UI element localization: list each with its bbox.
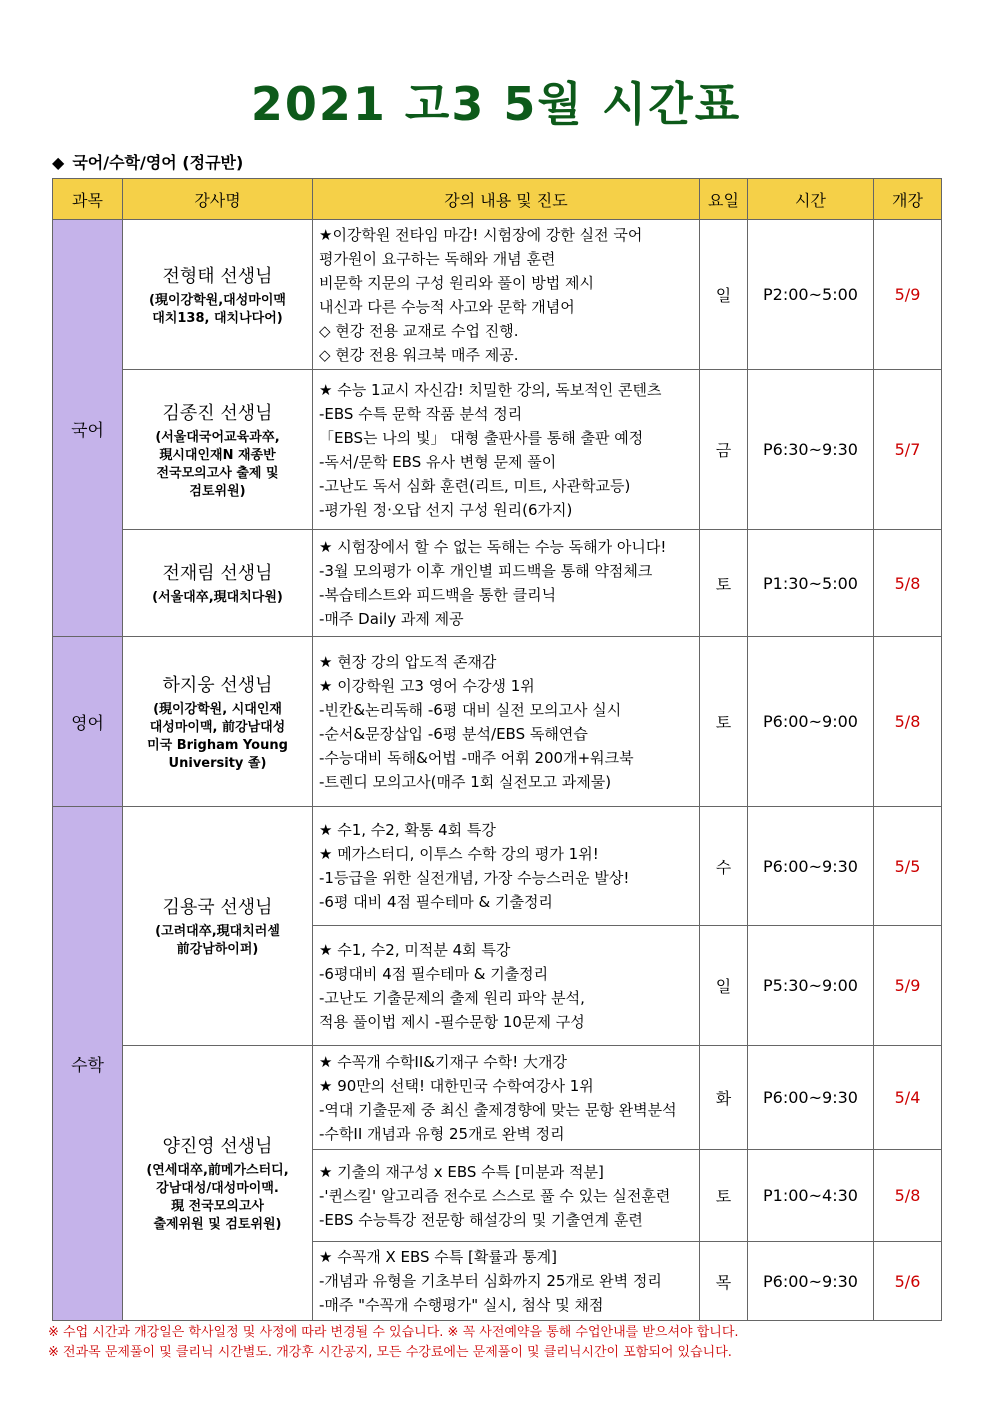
- content-line: -수능대비 독해&어법 -매주 어휘 200개+워크북: [319, 748, 634, 767]
- day-cell: 일: [700, 220, 748, 370]
- content-line: -EBS 수능특강 전문항 해설강의 및 기출연계 훈련: [319, 1210, 643, 1229]
- content-line: ★ 이강학원 고3 영어 수강생 1위: [319, 676, 535, 695]
- course-content: [313, 370, 700, 530]
- day-cell: 금: [700, 370, 748, 530]
- content-line: -1등급을 위한 실전개념, 가장 수능스러운 발상!: [319, 869, 630, 887]
- header-subject: 과목: [53, 179, 123, 220]
- table-row: [53, 220, 942, 370]
- teacher-info: (現이강학원, 시대인재: [153, 701, 282, 717]
- teacher-name: 양진영 선생님: [162, 1136, 273, 1157]
- header-teacher: 강사명: [123, 179, 313, 220]
- content-line: 적용 풀이법 제시 -필수문항 10문제 구성: [319, 1012, 585, 1031]
- open-date-cell: 5/8: [874, 637, 942, 807]
- time-cell: P5:30~9:00: [748, 926, 874, 1046]
- content-line: ★ 수능 1교시 자신감! 치밀한 강의, 독보적인 콘텐츠: [319, 380, 662, 399]
- teacher-cell: [123, 1046, 313, 1321]
- content-line: -매주 Daily 과제 제공: [319, 610, 464, 628]
- content-line: 「EBS는 나의 빛」 대형 출판사를 통해 출판 예정: [319, 428, 644, 447]
- section-heading: [52, 150, 243, 173]
- section-label: 국어/수학/영어 (정규반): [72, 153, 244, 172]
- teacher-cell: [123, 220, 313, 370]
- teacher-info: 現시대인재N 재종반: [159, 447, 276, 463]
- open-date-cell: 5/5: [874, 807, 942, 926]
- open-date-cell: 5/8: [874, 1150, 942, 1242]
- content-line: -6평대비 4점 필수테마 & 기출정리: [319, 964, 549, 983]
- teacher-info: University 졸): [168, 755, 267, 771]
- content-line: ★이강학원 전타임 마감! 시험장에 강한 실전 국어: [319, 225, 643, 244]
- teacher-info: (고려대卒,現대치러셀: [155, 924, 280, 939]
- content-line: ◇ 현강 전용 워크북 매주 제공.: [319, 345, 519, 364]
- teacher-info: (연세대卒,前메가스터디,: [146, 1163, 289, 1178]
- content-line: ◇ 현강 전용 교재로 수업 진행.: [319, 321, 519, 340]
- course-content: [313, 220, 700, 370]
- footnote: ※ 수업 시간과 개강일은 학사일정 및 사정에 따라 변경될 수 있습니다. ※ 꼭 사전예약을 통해 수업안내를 받으셔야 합니다.: [48, 1325, 739, 1340]
- time-cell: P6:00~9:00: [748, 637, 874, 807]
- time-cell: P6:00~9:30: [748, 1046, 874, 1150]
- footnote: ※ 전과목 문제풀이 및 클리닉 시간별도. 개강후 시간공지, 모든 수강료에는 문제풀이 및 클리닉시간이 포함되어 있습니다.: [48, 1345, 732, 1360]
- subject-korean: 국어: [53, 220, 123, 637]
- open-date-cell: 5/6: [874, 1242, 942, 1321]
- teacher-cell: [123, 807, 313, 1046]
- content-line: -고난도 기출문제의 출제 원리 파악 분석,: [319, 988, 585, 1007]
- day-cell: 토: [700, 1150, 748, 1242]
- teacher-cell: [123, 637, 313, 807]
- teacher-cell: [123, 530, 313, 637]
- time-cell: P6:00~9:30: [748, 807, 874, 926]
- content-line: -트렌디 모의고사(매주 1회 실전모고 과제물): [319, 772, 612, 791]
- content-line: ★ 수꼭개 X EBS 수특 [확률과 통계]: [319, 1248, 557, 1266]
- content-line: ★ 시험장에서 할 수 없는 독해는 수능 독해가 아니다!: [319, 538, 667, 556]
- course-content: [313, 926, 700, 1046]
- content-line: ★ 현장 강의 압도적 존재감: [319, 652, 497, 671]
- teacher-name: 김종진 선생님: [162, 402, 273, 424]
- teacher-info: 前강남하이퍼): [176, 942, 259, 957]
- subject-math: 수학: [53, 807, 123, 1321]
- content-line: ★ 수꼭개 수학II&기재구 수학! 大개강: [319, 1052, 567, 1071]
- day-cell: 화: [700, 1046, 748, 1150]
- course-content: [313, 807, 700, 926]
- header-day: 요일: [700, 179, 748, 220]
- course-content: [313, 1150, 700, 1242]
- content-line: 내신과 다른 수능적 사고와 문학 개념어: [319, 297, 575, 316]
- open-date-cell: 5/4: [874, 1046, 942, 1150]
- content-line: -6평 대비 4점 필수테마 & 기출정리: [319, 893, 553, 911]
- time-cell: P1:30~5:00: [748, 530, 874, 637]
- content-line: -매주 "수꼭개 수행평가" 실시, 첨삭 및 채점: [319, 1296, 604, 1314]
- time-cell: P6:30~9:30: [748, 370, 874, 530]
- teacher-info: 대성마이맥, 前강남대성: [149, 719, 286, 735]
- teacher-info: 출제위원 및 검토위원): [153, 1217, 282, 1232]
- teacher-info: 미국 Brigham Young: [147, 737, 288, 753]
- content-line: -'퀸스킬' 알고리즘 전수로 스스로 풀 수 있는 실전훈련: [319, 1186, 671, 1205]
- table-row: [53, 1046, 942, 1150]
- day-cell: 토: [700, 637, 748, 807]
- teacher-cell: [123, 370, 313, 530]
- open-date-cell: 5/7: [874, 370, 942, 530]
- content-line: 평가원이 요구하는 독해와 개념 훈련: [319, 249, 556, 268]
- time-cell: P6:00~9:30: [748, 1242, 874, 1321]
- content-line: -역대 기출문제 중 최신 출제경향에 맞는 문항 완벽분석: [319, 1100, 677, 1119]
- open-date-cell: 5/9: [874, 926, 942, 1046]
- content-line: -순서&문장삽입 -6평 분석/EBS 독해연습: [319, 724, 588, 743]
- day-cell: 목: [700, 1242, 748, 1321]
- content-line: ★ 메가스터디, 이투스 수학 강의 평가 1위!: [319, 845, 599, 863]
- teacher-info: 現 전국모의고사: [171, 1199, 264, 1214]
- teacher-info: 전국모의고사 출제 및: [156, 465, 279, 481]
- header-content: 강의 내용 및 진도: [313, 179, 700, 220]
- content-line: ★ 기출의 재구성 x EBS 수특 [미분과 적분]: [319, 1162, 604, 1181]
- time-cell: P2:00~5:00: [748, 220, 874, 370]
- table-row: [53, 637, 942, 807]
- content-line: -3월 모의평가 이후 개인별 피드백을 통해 약점체크: [319, 562, 653, 580]
- teacher-name: 김용국 선생님: [162, 897, 273, 918]
- content-line: -EBS 수특 문학 작품 분석 정리: [319, 404, 523, 423]
- teacher-name: 하지웅 선생님: [162, 674, 273, 696]
- teacher-info: (서울대卒,現대치다원): [152, 590, 283, 605]
- table-row: [53, 530, 942, 637]
- content-line: -빈칸&논리독해 -6평 대비 실전 모의고사 실시: [319, 700, 622, 719]
- content-line: ★ 90만의 선택! 대한민국 수학여강사 1위: [319, 1076, 594, 1095]
- page-title: 2021 고3 5월 시간표: [250, 77, 742, 131]
- header-row: [53, 179, 942, 220]
- header-open: 개강: [874, 179, 942, 220]
- content-line: -평가원 정·오답 선지 구성 원리(6가지): [319, 500, 573, 519]
- day-cell: 토: [700, 530, 748, 637]
- course-content: [313, 1242, 700, 1321]
- teacher-name: 전재림 선생님: [162, 563, 273, 584]
- content-line: -독서/문학 EBS 유사 변형 문제 풀이: [319, 452, 557, 471]
- timetable: [52, 178, 942, 1321]
- course-content: [313, 1046, 700, 1150]
- header-time: 시간: [748, 179, 874, 220]
- content-line: -고난도 독서 심화 훈련(리트, 미트, 사관학교등): [319, 476, 631, 495]
- teacher-name: 전형태 선생님: [162, 265, 273, 287]
- content-line: ★ 수1, 수2, 미적분 4회 특강: [319, 940, 511, 959]
- course-content: [313, 637, 700, 807]
- day-cell: 일: [700, 926, 748, 1046]
- teacher-info: 검토위원): [189, 483, 246, 499]
- table-row: [53, 370, 942, 530]
- content-line: 비문학 지문의 구성 원리와 풀이 방법 제시: [319, 273, 594, 292]
- open-date-cell: 5/8: [874, 530, 942, 637]
- course-content: [313, 530, 700, 637]
- teacher-info: 강남대성/대성마이맥.: [156, 1181, 279, 1196]
- teacher-info: (서울대국어교육과卒,: [155, 429, 280, 445]
- subject-english: 영어: [53, 637, 123, 807]
- content-line: -수학II 개념과 유형 25개로 완벽 정리: [319, 1124, 565, 1143]
- teacher-info: (現이강학원,대성마이맥: [149, 292, 286, 308]
- time-cell: P1:00~4:30: [748, 1150, 874, 1242]
- day-cell: 수: [700, 807, 748, 926]
- table-row: [53, 807, 942, 926]
- content-line: -복습테스트와 피드백을 통한 클리닉: [319, 586, 557, 604]
- teacher-info: 대치138, 대치나다어): [152, 310, 283, 326]
- content-line: ★ 수1, 수2, 확통 4회 특강: [319, 821, 496, 839]
- diamond-icon: ◆: [52, 153, 65, 172]
- footnotes: [48, 1323, 739, 1363]
- open-date-cell: 5/9: [874, 220, 942, 370]
- content-line: -개념과 유형을 기초부터 심화까지 25개로 완벽 정리: [319, 1272, 662, 1290]
